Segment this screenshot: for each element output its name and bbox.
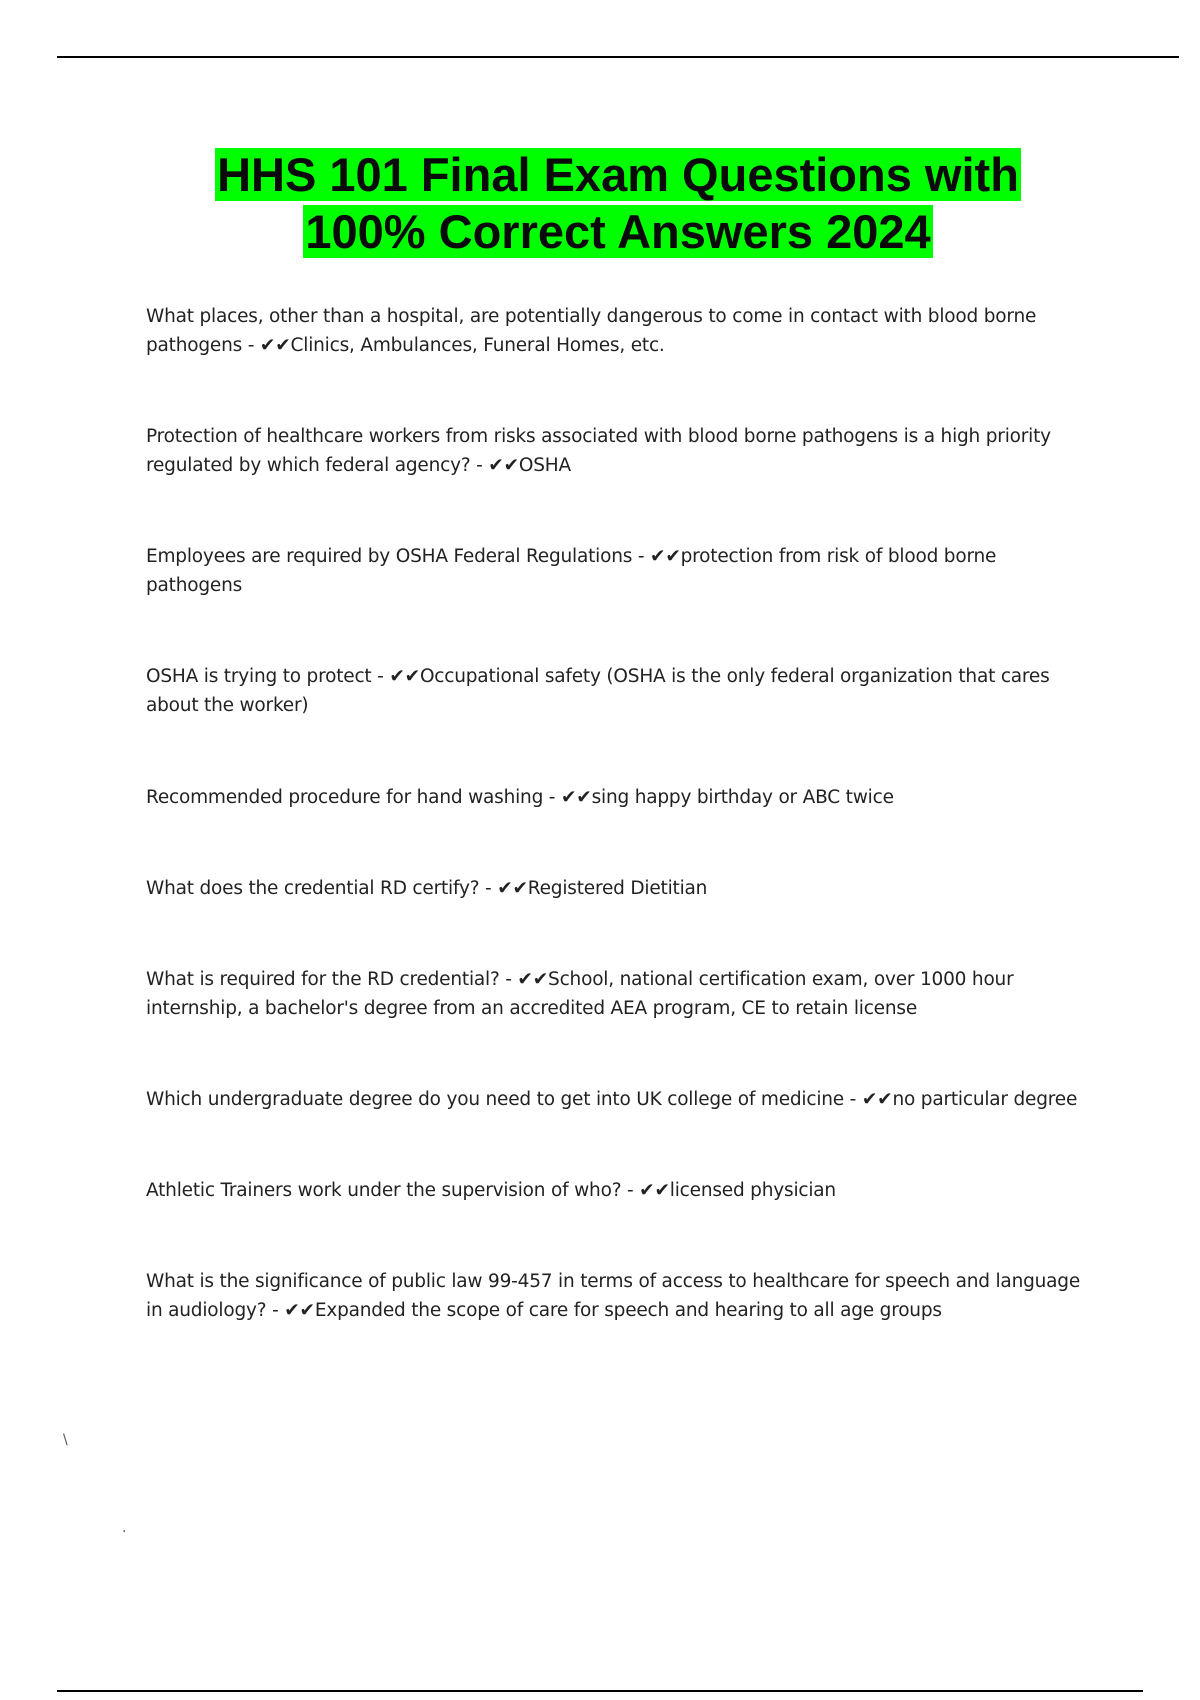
answer-text: OSHA [518,455,571,476]
separator: - [266,1300,285,1321]
qa-item-6 [146,874,1096,903]
qa-item-1 [146,302,1096,360]
check-icon: ✔✔ [560,787,592,808]
qa-item-7 [146,965,1096,1023]
separator: - [371,666,390,687]
question-text: Which undergraduate degree do you need to get into UK college of medicine [146,1089,844,1110]
answer-text: protection from risk of blood borne pathogens [146,546,997,596]
stray-mark: \ [63,1432,68,1448]
separator: - [499,969,518,990]
separator: - [844,1089,862,1110]
title-line-2 [120,203,1116,260]
separator: - [479,878,498,899]
answer-text: Expanded the scope of care for speech and hearing to all age groups [314,1300,942,1321]
answer-text: sing happy birthday or ABC twice [591,787,894,808]
qa-item-3 [146,542,1096,600]
document-title [120,146,1116,260]
question-text: Recommended procedure for hand washing [146,787,544,808]
answer-text: Clinics, Ambulances, Funeral Homes, etc. [290,335,665,356]
question-text: Athletic Trainers work under the supervision of who? [146,1180,622,1201]
check-icon: ✔✔ [517,969,549,990]
separator: - [242,335,260,356]
qa-item-5 [146,783,1096,812]
answer-text: no particular degree [892,1089,1078,1110]
check-icon: ✔✔ [639,1180,670,1201]
qa-item-10 [146,1267,1096,1325]
qa-item-9 [146,1176,1096,1205]
separator: - [621,1180,640,1201]
question-text: Employees are required by OSHA Federal Regulations [146,546,633,567]
question-text: What is the significance of public law 99-457 in terms of access to healthcare for speech and language in audiology? [146,1271,1081,1321]
separator: - [632,546,651,567]
answer-text: Occupational safety (OSHA is the only federal organization that cares about the worker) [146,666,1050,716]
answer-text: Registered Dietitian [527,878,708,899]
question-text: OSHA is trying to protect [146,666,372,687]
question-text: What places, other than a hospital, are potentially dangerous to come in contact with blood borne pathogens [146,306,1037,356]
check-icon: ✔✔ [389,666,420,687]
answer-text: licensed physician [669,1180,836,1201]
question-text: Protection of healthcare workers from risks associated with blood borne pathogens is a high priority regulated by which federal agency? [146,426,1051,476]
check-icon: ✔✔ [488,455,519,476]
separator: - [543,787,561,808]
answer-text: School, national certification exam, over 1000 hour internship, a bachelor's degree from an accredited AEA program, CE to retain license [146,969,1014,1019]
qa-item-2 [146,422,1096,480]
top-rule [57,56,1179,58]
separator: - [470,455,489,476]
title-line-1 [120,146,1116,203]
qa-item-4 [146,662,1096,720]
title-highlight-1: HHS 101 Final Exam Questions with [217,148,1019,201]
bottom-rule [57,1690,1143,1692]
question-text: What does the credential RD certify? [146,878,480,899]
qa-item-8 [146,1085,1096,1114]
check-icon: ✔✔ [497,878,528,899]
check-icon: ✔✔ [861,1089,893,1110]
title-highlight-2: 100% Correct Answers 2024 [305,205,931,258]
check-icon: ✔✔ [259,335,291,356]
check-icon: ✔✔ [284,1300,315,1321]
stray-dot: . [122,1520,127,1536]
check-icon: ✔✔ [650,546,681,567]
question-text: What is required for the RD credential? [146,969,500,990]
